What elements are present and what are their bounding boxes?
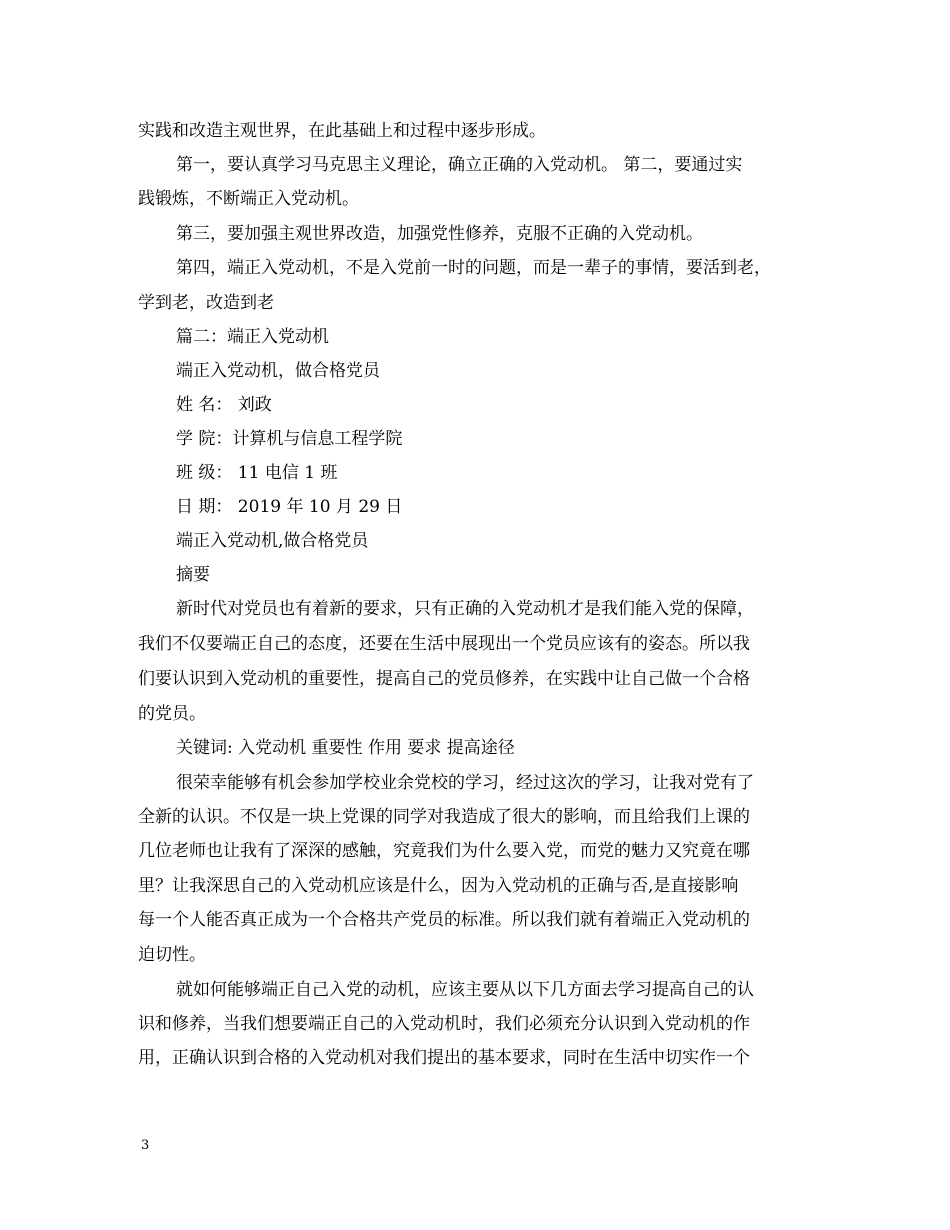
essay-date: 日 期： 2019 年 10 月 29 日	[176, 497, 403, 517]
paragraph-line: 第三，要加强主观世界改造，加强党性修养，克服不正确的入党动机。	[176, 224, 703, 244]
paragraph-line: 里？让我深思自己的入党动机应该是什么，因为入党动机的正确与否,是直接影响	[138, 876, 739, 896]
section-heading: 篇二：端正入党动机	[176, 327, 329, 347]
author-name: 姓 名： 刘政	[176, 395, 272, 415]
paragraph-line: 实践和改造主观世界，在此基础上和过程中逐步形成。	[138, 121, 546, 141]
paragraph-line: 几位老师也让我有了深深的感触，究竟我们为什么要入党，而党的魅力又究竟在哪	[138, 841, 750, 861]
essay-subtitle: 端正入党动机,做合格党员	[176, 531, 369, 551]
paragraph-line: 用，正确认识到合格的入党动机对我们提出的基本要求，同时在生活中切实作一个	[138, 1048, 750, 1068]
paragraph-line: 第一，要认真学习马克思主义理论，确立正确的入党动机。 第二，要通过实	[176, 155, 743, 175]
paragraph-line: 就如何能够端正自己入党的动机，应该主要从以下几方面去学习提高自己的认	[176, 980, 754, 1000]
keywords-line: 关键词: 入党动机 重要性 作用 要求 提高途径	[176, 738, 515, 758]
paragraph-line: 们要认识到入党动机的重要性，提高自己的党员修养，在实践中让自己做一个合格	[138, 669, 750, 689]
author-class: 班 级： 11 电信 1 班	[176, 463, 338, 483]
paragraph-line: 每一个人能否真正成为一个合格共产党员的标准。所以我们就有着端正入党动机的	[138, 910, 750, 930]
paragraph-line: 第四，端正入党动机，不是入党前一时的问题，而是一辈子的事情，要活到老，	[176, 258, 771, 278]
paragraph-line: 很荣幸能够有机会参加学校业余党校的学习，经过这次的学习，让我对党有了	[176, 773, 754, 793]
abstract-heading: 摘要	[176, 565, 210, 585]
author-college: 学 院：计算机与信息工程学院	[176, 429, 403, 449]
paragraph-line: 践锻炼，不断端正入党动机。	[138, 189, 359, 209]
paragraph-line: 迫切性。	[138, 945, 206, 965]
paragraph-line: 学到老，改造到老	[138, 293, 274, 313]
paragraph-line: 我们不仅要端正自己的态度，还要在生活中展现出一个党员应该有的姿态。所以我	[138, 634, 750, 654]
page-number: 3	[141, 1138, 150, 1153]
essay-title: 端正入党动机，做合格党员	[176, 361, 380, 381]
paragraph-line: 识和修养，当我们想要端正自己的入党动机时，我们必须充分认识到入党动机的作	[138, 1014, 750, 1034]
paragraph-line: 全新的认识。不仅是一块上党课的同学对我造成了很大的影响，而且给我们上课的	[138, 807, 750, 827]
paragraph-line: 的党员。	[138, 704, 206, 724]
paragraph-line: 新时代对党员也有着新的要求，只有正确的入党动机才是我们能入党的保障，	[176, 599, 754, 619]
